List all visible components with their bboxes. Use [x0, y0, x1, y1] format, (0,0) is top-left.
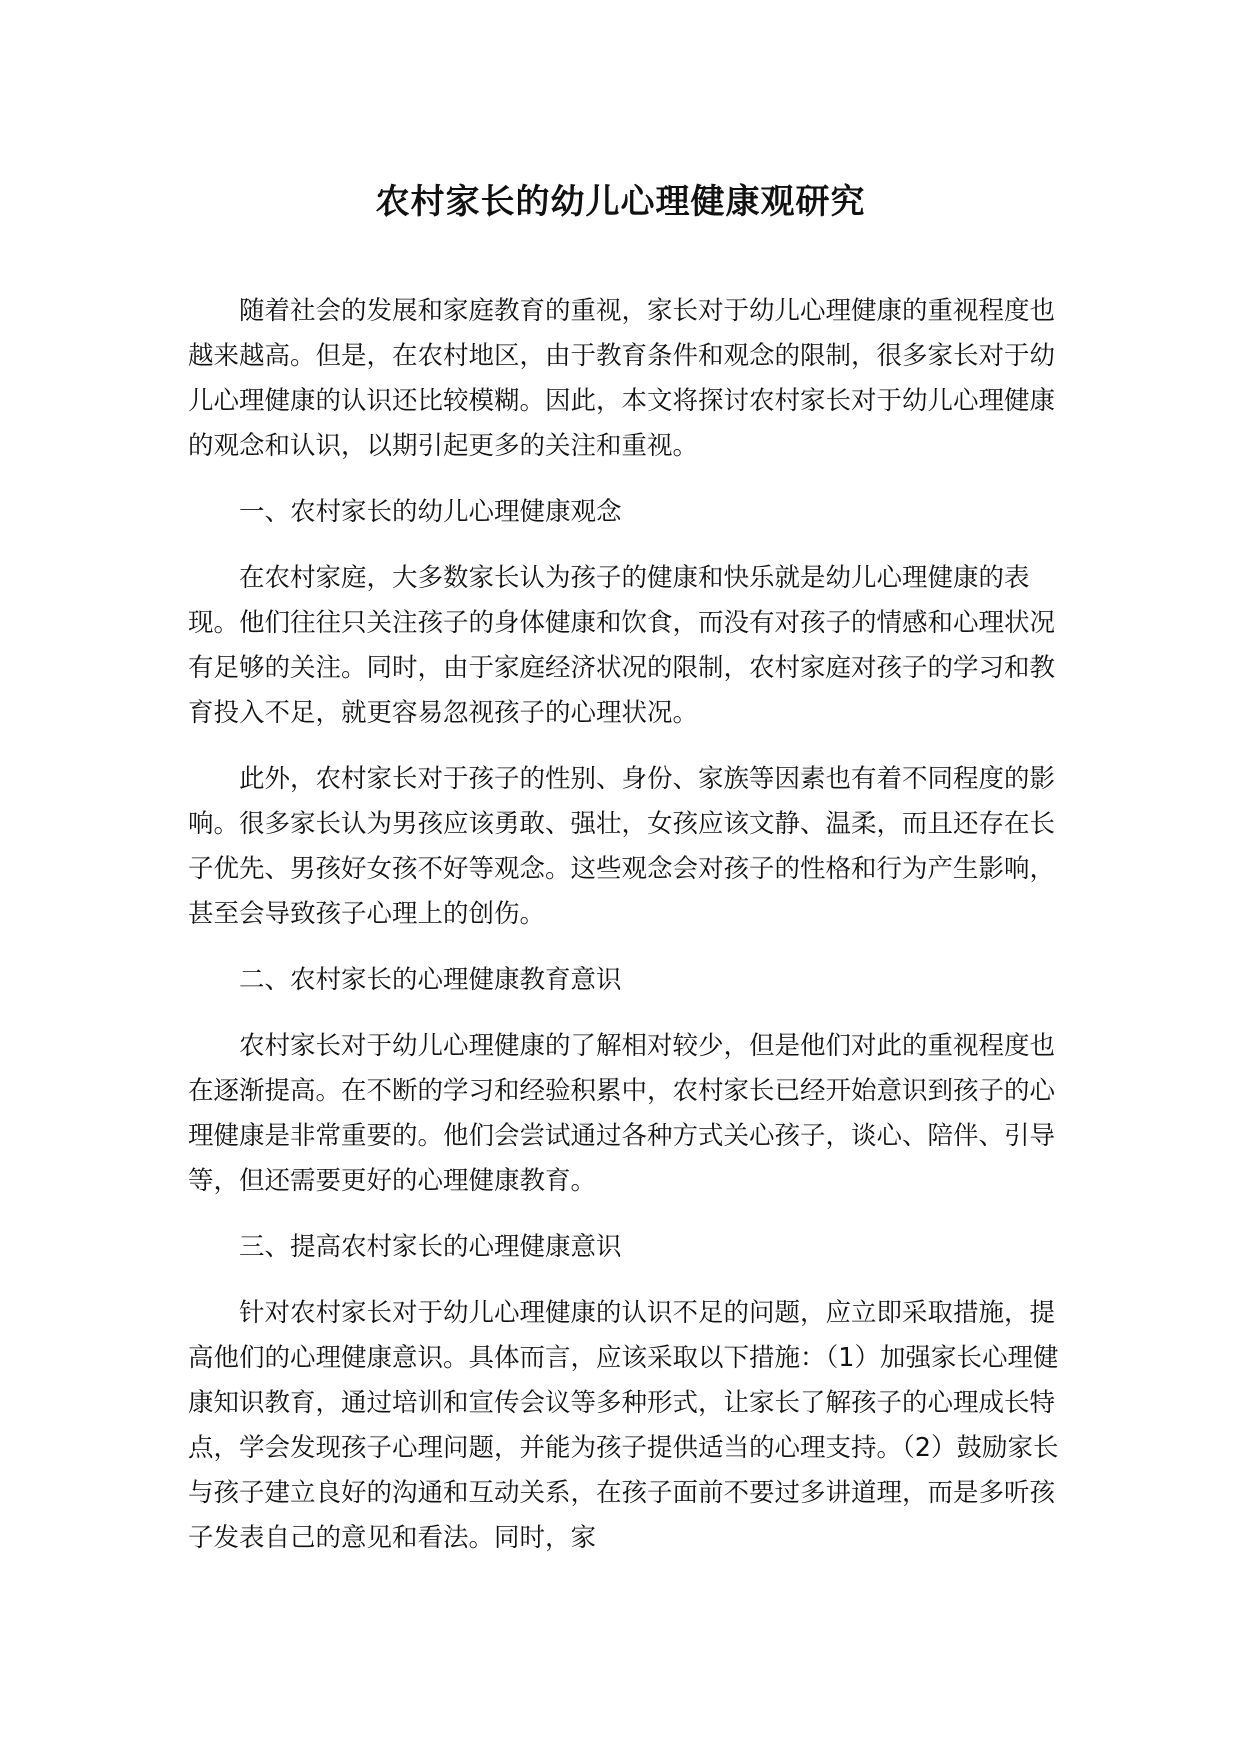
paragraph-section-1-a: 在农村家庭，大多数家长认为孩子的健康和快乐就是幼儿心理健康的表现。他们往往只关注孩子的身体健康和饮食，而没有对孩子的情感和心理状况有足够的关注。同时，由于家庭经济状况的限制，农村家庭对孩子的学习和教育投入不足，就更容易忽视孩子的心理状况。: [188, 563, 1056, 728]
section-heading-3: 三、提高农村家长的心理健康意识: [239, 1232, 622, 1262]
paragraph-section-2: 农村家长对于幼儿心理健康的了解相对较少，但是他们对此的重视程度也在逐渐提高。在不断的学习和经验积累中，农村家长已经开始意识到孩子的心理健康是非常重要的。他们会尝试通过各种方式关心孩子，谈心、陪伴、引导等，但还需要更好的心理健康教育。: [188, 1031, 1056, 1196]
paragraph-section-1-b: 此外，农村家长对于孩子的性别、身份、家族等因素也有着不同程度的影响。很多家长认为男孩应该勇敢、强壮，女孩应该文静、温柔，而且还存在长子优先、男孩好女孩不好等观念。这些观念会对孩子的性格和行为产生影响，甚至会导致孩子心理上的创伤。: [188, 764, 1056, 929]
section-heading-2: 二、农村家长的心理健康教育意识: [239, 965, 622, 995]
paragraph-intro: 随着社会的发展和家庭教育的重视，家长对于幼儿心理健康的重视程度也越来越高。但是，在农村地区，由于教育条件和观念的限制，很多家长对于幼儿心理健康的认识还比较模糊。因此，本文将探讨农村家长对于幼儿心理健康的观念和认识，以期引起更多的关注和重视。: [188, 296, 1056, 461]
document-title: 农村家长的幼儿心理健康观研究: [375, 182, 866, 222]
paragraph-section-3: 针对农村家长对于幼儿心理健康的认识不足的问题，应立即采取措施，提高他们的心理健康意识。具体而言，应该采取以下措施：（1）加强家长心理健康知识教育，通过培训和宣传会议等多种形式，让家长了解孩子的心理成长特点，学会发现孩子心理问题，并能为孩子提供适当的心理支持。（2）鼓励家长与孩子建立良好的沟通和互动关系，在孩子面前不要过多讲道理，而是多听孩子发表自己的意见和看法。同时，家: [188, 1298, 1059, 1553]
section-heading-1: 一、农村家长的幼儿心理健康观念: [239, 497, 622, 527]
document-body: [188, 289, 1070, 1582]
